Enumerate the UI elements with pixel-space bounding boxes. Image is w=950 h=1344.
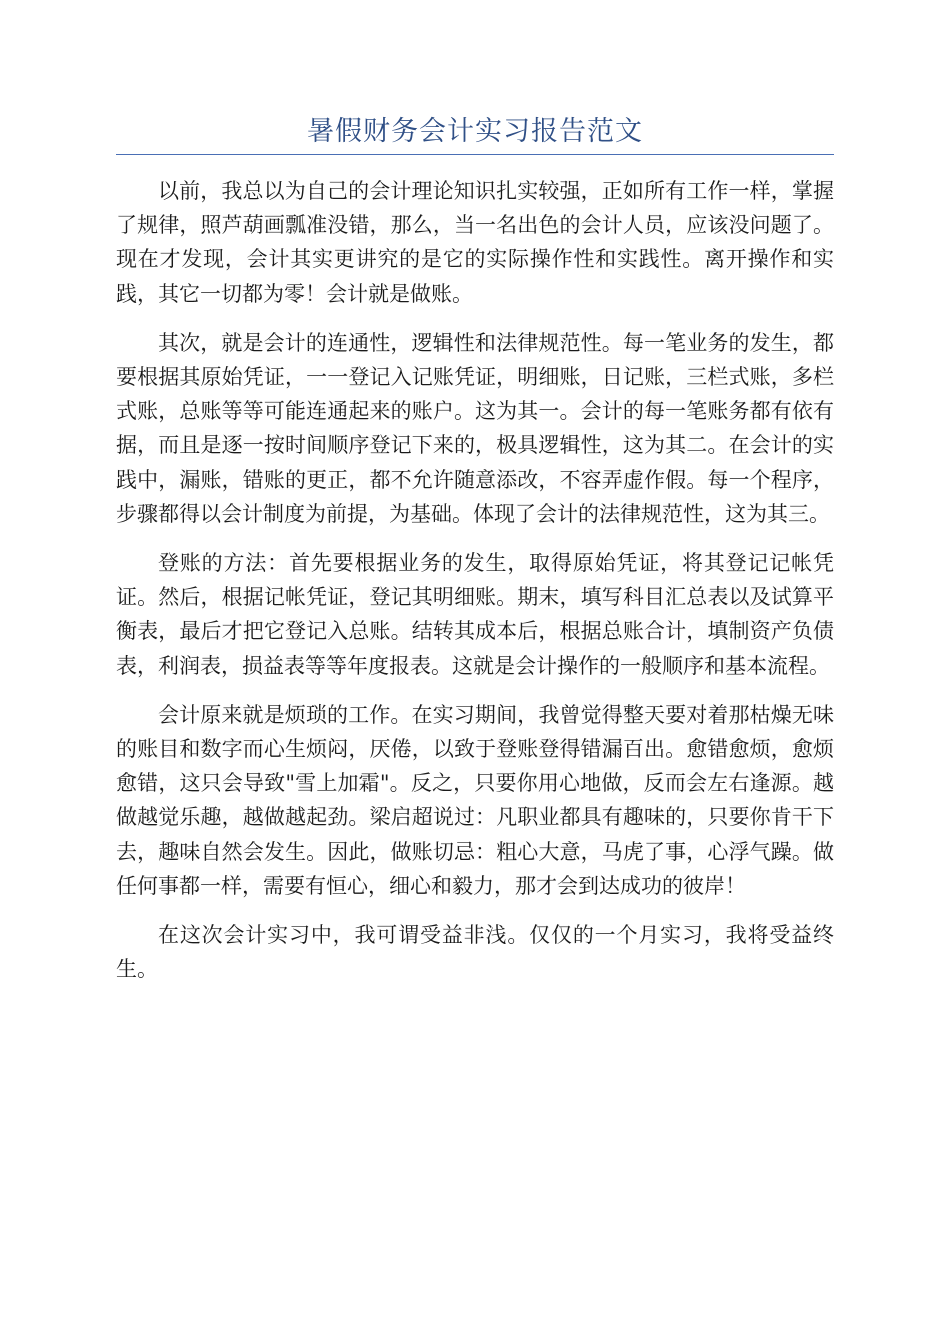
document-title: 暑假财务会计实习报告范文 (307, 116, 643, 147)
paragraph-3: 登账的方法：首先要根据业务的发生，取得原始凭证，将其登记记帐凭证。然后，根据记帐凭证，登记其明细账。期末，填写科目汇总表以及试算平衡表，最后才把它登记入总账。结转其成本后，根据总账合计，填制资产负债表，利润表，损益表等等年度报表。这就是会计操作的一般顺序和基本流程。 (116, 551, 834, 678)
paragraph-2: 其次，就是会计的连通性，逻辑性和法律规范性。每一笔业务的发生，都要根据其原始凭证，一一登记入记账凭证，明细账，日记账，三栏式账，多栏式账，总账等等可能连通起来的账户。这为其一。会计的每一笔账务都有依有据，而且是逐一按时间顺序登记下来的，极具逻辑性，这为其二。在会计的实践中，漏账，错账的更正，都不允许随意添改，不容弄虚作假。每一个程序，步骤都得以会计制度为前提，为基础。体现了会计的法律规范性，这为其三。 (116, 330, 834, 526)
paragraph-5: 在这次会计实习中，我可谓受益非浅。仅仅的一个月实习，我将受益终生。 (116, 923, 834, 982)
document-body (116, 174, 834, 1001)
title-underline (116, 154, 834, 155)
paragraph-1: 以前，我总以为自己的会计理论知识扎实较强，正如所有工作一样，掌握了规律，照芦葫画瓢准没错，那么，当一名出色的会计人员，应该没问题了。现在才发现，会计其实更讲究的是它的实际操作性和实践性。离开操作和实践，其它一切都为零！会计就是做账。 (116, 179, 834, 306)
paragraph-4: 会计原来就是烦琐的工作。在实习期间，我曾觉得整天要对着那枯燥无味的账目和数字而心生烦闷，厌倦，以致于登账登得错漏百出。愈错愈烦，愈烦愈错，这只会导致"雪上加霜"。反之，只要你用心地做，反而会左右逢源。越做越觉乐趣，越做越起劲。梁启超说过：凡职业都具有趣味的，只要你肯干下去，趣味自然会发生。因此，做账切忌：粗心大意，马虎了事，心浮气躁。做任何事都一样，需要有恒心，细心和毅力，那才会到达成功的彼岸！ (116, 702, 834, 898)
